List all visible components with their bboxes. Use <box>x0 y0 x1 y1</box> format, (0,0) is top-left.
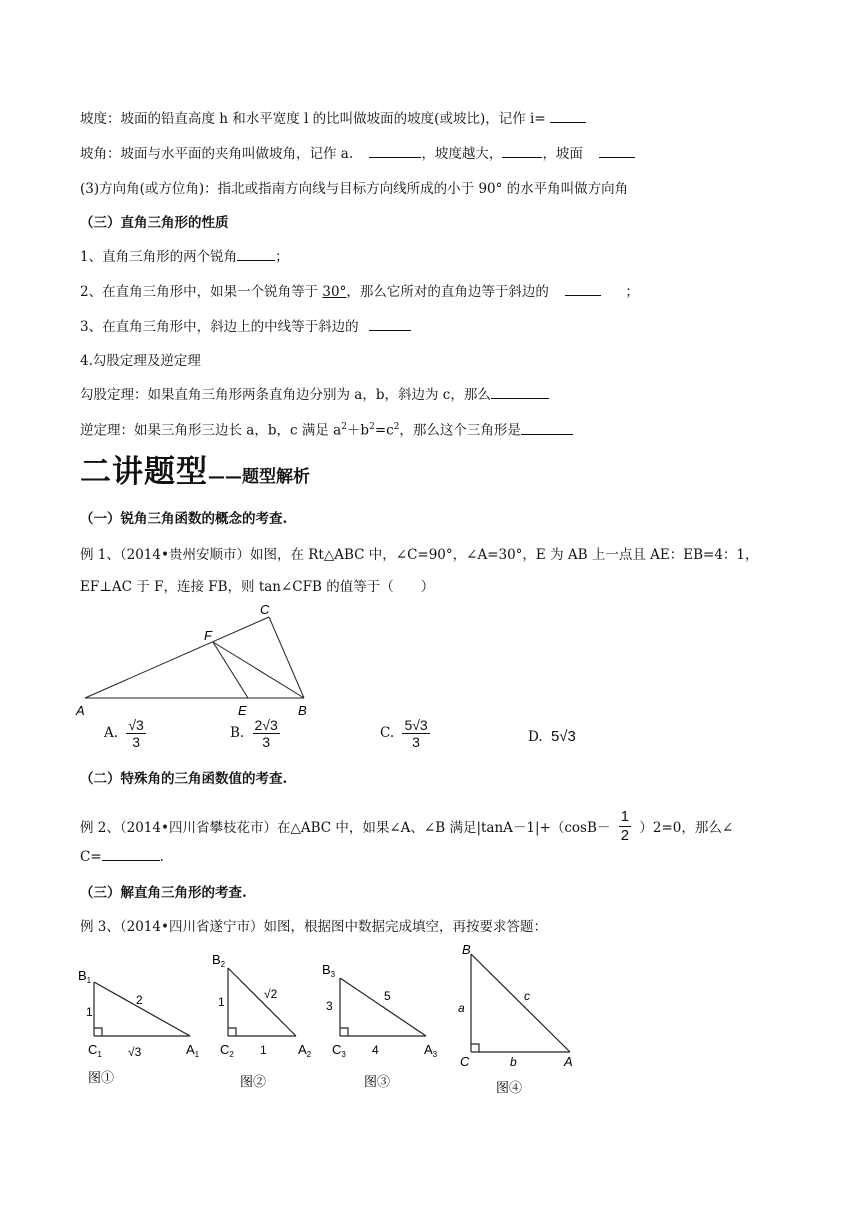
label-a: A <box>564 1054 573 1069</box>
answer-blank[interactable] <box>369 318 411 331</box>
base-length: 4 <box>372 1043 379 1057</box>
option-a[interactable]: A. $\frac{√3}{3}$ <box>104 717 144 750</box>
triangle-figure-3 <box>318 956 446 1092</box>
pythagorean-theorem: 勾股定理：如果直角三角形两条直角边分别为 a，b，斜边为 c，那么 <box>80 386 549 404</box>
vertex-label-b: B <box>298 703 307 718</box>
option-d[interactable]: D. 5√3 <box>528 728 576 745</box>
label-a1: $A_1$ <box>186 1042 200 1059</box>
base-length: 1 <box>260 1043 267 1057</box>
property-4: 4.勾股定理及逆定理 <box>80 353 201 369</box>
vertex-label-c: C <box>260 602 270 617</box>
section-heading-3: （三）解直角三角形的考查. <box>80 885 247 901</box>
example-1-line-1: 例 1、（2014•贵州安顺市）如图，在 Rt△ABC 中，∠C=90°，∠A=30°，E 为 AB 上一点且 AE：EB=4：1， <box>80 547 759 563</box>
example-2-line-2: C= . <box>80 849 164 865</box>
label-b1: $B_1$ <box>78 968 92 985</box>
figure-caption: 图① <box>88 1070 115 1085</box>
leg-length: 1 <box>218 995 225 1009</box>
triangle-figure-2 <box>206 946 321 1092</box>
figure-caption: 图③ <box>364 1074 391 1089</box>
option-b[interactable]: B. $\frac{2√3}{3}$ <box>230 717 278 750</box>
base-length: √3 <box>128 1045 142 1059</box>
answer-blank[interactable] <box>565 283 601 296</box>
section-heading-2: （二）特殊角的三角函数值的考查. <box>80 771 288 787</box>
label-c3: $C_3$ <box>332 1042 346 1059</box>
direction-angle-definition: (3)方向角(或方位角)：指北或指南方向线与目标方向线所成的小于 90° 的水平角叫做方向角 <box>80 181 629 197</box>
example-2-line-1: 例 2、（2014•四川省攀枝花市）在△ABC 中，如果∠A、∠B 满足|tanA－1|+（cosB－ $\frac{1}{2}$ ）2=0，那么∠ <box>80 808 734 844</box>
label-b3: $B_3$ <box>322 962 336 979</box>
base-length: b <box>510 1055 517 1069</box>
hypotenuse-length: c <box>524 989 530 1003</box>
figure-caption: 图④ <box>496 1080 523 1095</box>
leg-length: 1 <box>86 1005 93 1019</box>
label-a2: $A_2$ <box>298 1042 312 1059</box>
answer-blank[interactable] <box>369 145 421 158</box>
option-c[interactable]: C. $\frac{5√3}{3}$ <box>380 717 428 750</box>
answer-blank[interactable] <box>550 110 586 123</box>
triangle-figure-4 <box>450 940 590 1096</box>
label-c2: $C_2$ <box>220 1042 234 1059</box>
vertex-label-f: F <box>204 628 212 643</box>
vertex-label-e: E <box>238 703 247 718</box>
leg-length: a <box>458 1001 465 1015</box>
answer-blank[interactable] <box>491 386 549 399</box>
figure-caption: 图② <box>240 1074 267 1089</box>
triangle-figure-1 <box>74 962 209 1092</box>
hypotenuse-length: 2 <box>136 993 143 1007</box>
answer-blank[interactable] <box>502 145 542 158</box>
label-b2: $B_2$ <box>212 952 226 969</box>
page-title: 二讲题型——题型解析 <box>80 454 310 490</box>
vertex-label-a: A <box>76 703 85 718</box>
property-3: 3、在直角三角形中，斜边上的中线等于斜边的 <box>80 318 411 336</box>
answer-blank[interactable] <box>237 248 275 261</box>
section-heading-1: （一）锐角三角函数的概念的考查. <box>80 511 288 527</box>
label-c1: $C_1$ <box>88 1042 102 1059</box>
hypotenuse-length: √2 <box>264 987 278 1001</box>
property-2: 2、在直角三角形中，如果一个锐角等于 30°，那么它所对的直角边等于斜边的 ； <box>80 284 639 300</box>
property-1: 1、直角三角形的两个锐角 ； <box>80 249 289 265</box>
figure-1-triangle <box>70 600 320 720</box>
hypotenuse-length: 5 <box>384 989 391 1003</box>
label-c: C <box>460 1054 470 1069</box>
label-a3: $A_3$ <box>424 1042 438 1059</box>
label-b: B <box>462 942 471 957</box>
example-1-line-2: EF⊥AC 于 F，连接 FB，则 tan∠CFB 的值等于（ ） <box>80 579 435 595</box>
slope-definition: 坡度：坡面的铅直高度 h 和水平宽度 l 的比叫做坡面的坡度(或坡比)，记作 i= <box>80 110 586 128</box>
answer-blank[interactable] <box>521 422 573 435</box>
answer-blank[interactable] <box>102 848 160 861</box>
leg-length: 3 <box>326 999 333 1013</box>
converse-theorem: 逆定理：如果三角形三边长 a，b，c 满足 $a^2+b^2=c^2$，那么这个三角形是 <box>80 418 573 440</box>
answer-blank[interactable] <box>599 145 635 158</box>
example-3-line: 例 3、（2014•四川省遂宁市）如图，根据图中数据完成填空，再按要求答题： <box>80 919 547 935</box>
slope-angle-definition: 坡角：坡面与水平面的夹角叫做坡角，记作 a. ，坡度越大， ，坡面 <box>80 145 635 163</box>
section-heading: （三）直角三角形的性质 <box>80 215 229 231</box>
